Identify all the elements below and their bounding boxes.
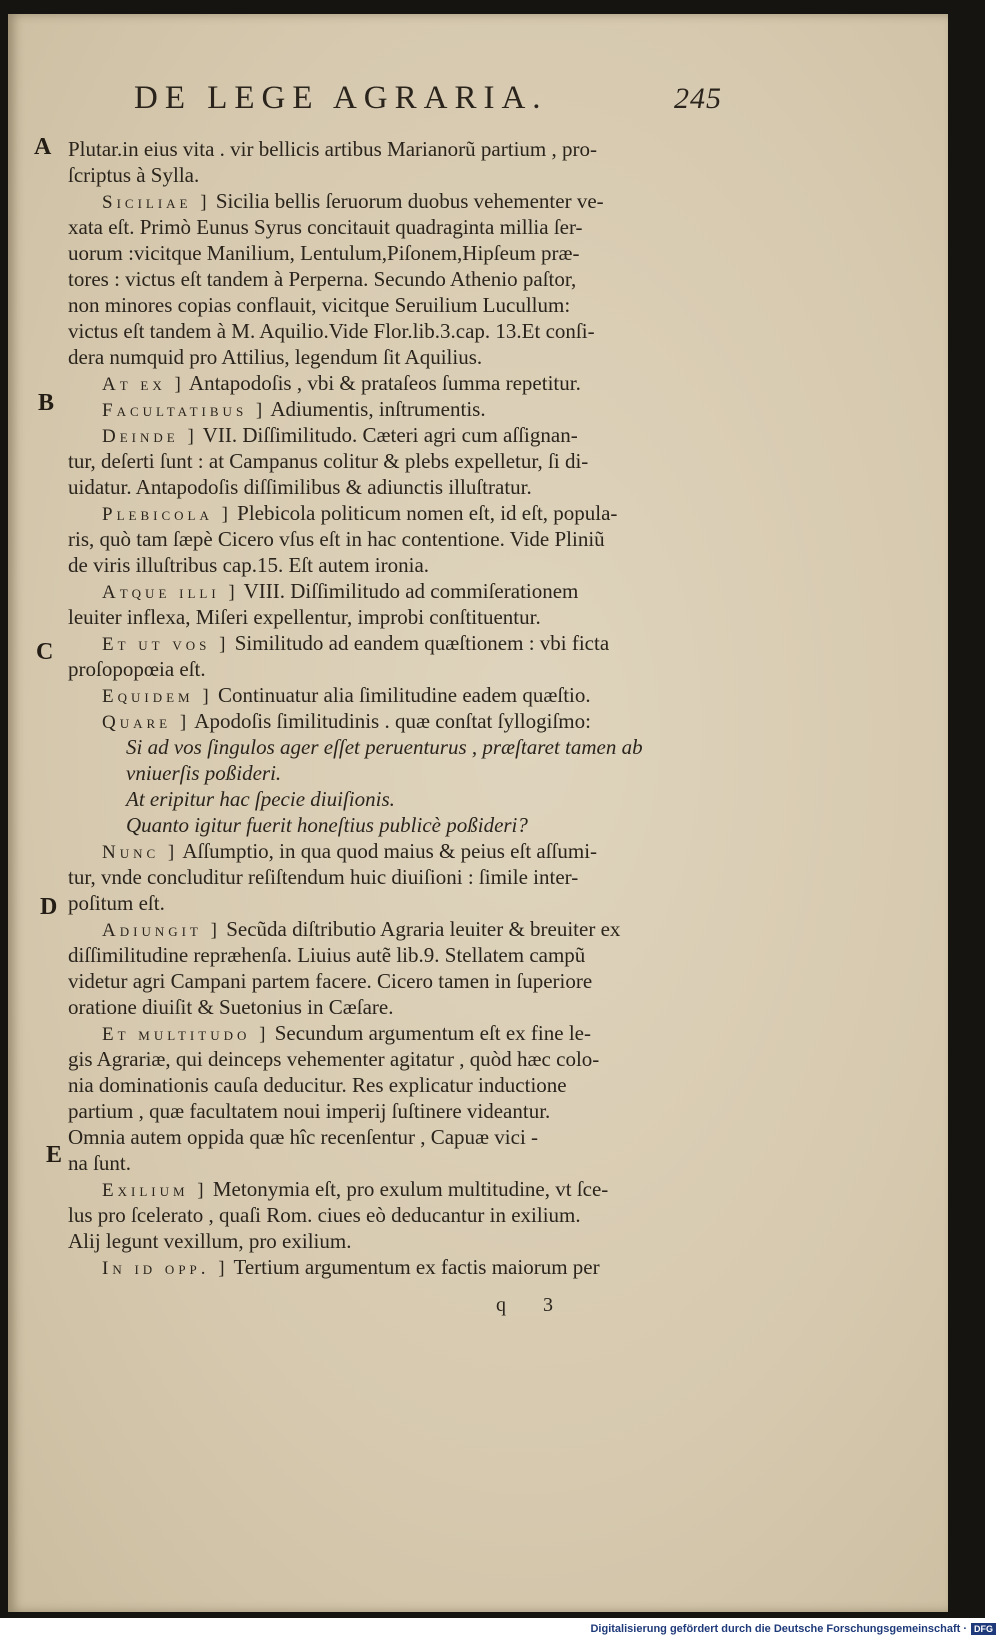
- text-line: partium , quæ facultatem noui imperij ſuſtinere videantur.: [68, 1099, 551, 1123]
- margin-letter-b: B: [38, 390, 55, 416]
- text-line: videtur agri Campani partem facere. Cicero tamen in ſuperiore: [68, 969, 593, 993]
- margin-letter-c: C: [36, 639, 54, 665]
- text-line: Alij legunt vexillum, pro exilium.: [68, 1229, 352, 1253]
- text-line: Plutar.in eius vita . vir bellicis artibus Marianorũ partium , pro-: [68, 137, 597, 161]
- syllogism-line: Si ad vos ſingulos ager eſſet peruenturus , præſtaret tamen ab: [126, 735, 643, 759]
- text-line: leuiter inflexa, Miſeri expellentur, improbi conſtituentur.: [68, 605, 541, 629]
- text-line: Equidem ] Continuatur alia ſimilitudine eadem quæſtio.: [102, 683, 591, 707]
- text-line: Siciliae ] Sicilia bellis ſeruorum duobus vehementer ve-: [102, 189, 604, 213]
- digitization-notice: [590, 1620, 996, 1638]
- syllogism-line: At eripitur hac ſpecie diuiſionis.: [126, 787, 395, 811]
- text-line: Quare ] Apodoſis ſimilitudinis . quæ conſtat ſyllogiſmo:: [102, 709, 591, 733]
- text-line: uorum :vicitque Manilium, Lentulum,Piſonem,Hipſeum præ-: [68, 241, 580, 265]
- text-line: poſitum eſt.: [68, 891, 165, 915]
- lemma: Plebicola ]: [102, 504, 232, 525]
- lemma: In id opp. ]: [102, 1258, 229, 1279]
- syllogism-line: vniuerſis poßideri.: [126, 761, 282, 785]
- text-line: de viris illuſtribus cap.15. Eſt autem ironia.: [68, 553, 430, 577]
- margin-letter-e: E: [46, 1142, 63, 1168]
- text-line: dera numquid pro Attilius, legendum ſit Aquilius.: [68, 345, 483, 369]
- text-line: At ex ] Antapodoſis , vbi & prataſeos ſumma repetitur.: [102, 371, 581, 395]
- text-line: xata eſt. Primò Eunus Syrus concitauit quadraginta millia ſer-: [68, 215, 583, 239]
- lemma: Equidem ]: [102, 686, 213, 707]
- lemma: Quare ]: [102, 712, 191, 733]
- lemma: Deinde ]: [102, 426, 198, 447]
- text-line: non minores copias conflauit, vicitque Seruilium Lucullum:: [68, 293, 571, 317]
- text-line: Et multitudo ] Secundum argumentum eſt ex fine le-: [102, 1021, 591, 1045]
- lemma: Et ut vos ]: [102, 634, 230, 655]
- commentary-text: [68, 136, 738, 1280]
- lemma: At ex ]: [102, 374, 185, 395]
- running-header: [134, 80, 734, 130]
- text-line: Deinde ] VII. Diſſimilitudo. Cæteri agri cum aſſignan-: [102, 423, 578, 447]
- text-line: ris, quò tam ſæpè Cicero vſus eſt in hac contentione. Vide Pliniũ: [68, 527, 605, 551]
- text-line: lus pro ſcelerato , quaſi Rom. ciues eò deducantur in exilium.: [68, 1203, 581, 1227]
- text-line: victus eſt tandem à M. Aquilio.Vide Flor.lib.3.cap. 13.Et conſi-: [68, 319, 595, 343]
- lemma: Nunc ]: [102, 842, 179, 863]
- text-line: tur, vnde concluditur reſiſtendum huic diuiſioni : ſimile inter-: [68, 865, 579, 889]
- text-line: tur, deſerti ſunt : at Campanus colitur & plebs expelletur, ſi di-: [68, 449, 589, 473]
- lemma: Exilium ]: [102, 1180, 208, 1201]
- text-line: uidatur. Antapodoſis diſſimilibus & adiunctis illuſtratur.: [68, 475, 532, 499]
- digitization-notice-text: Digitalisierung gefördert durch die Deutsche Forschungsgemeinschaft ·: [590, 1623, 967, 1635]
- text-line: oratione diuiſit & Suetonius in Cæſare.: [68, 995, 394, 1019]
- text-line: Nunc ] Aſſumptio, in qua quod maius & peius eſt aſſumi-: [102, 839, 598, 863]
- lemma: Facultatibus ]: [102, 400, 267, 421]
- text-line: diſſimilitudine repræhenſa. Liuius autẽ lib.9. Stellatem campũ: [68, 943, 586, 967]
- text-line: nia dominationis cauſa deducitur. Res explicatur inductione: [68, 1073, 567, 1097]
- text-line: na ſunt.: [68, 1151, 131, 1175]
- lemma: Adiungit ]: [102, 920, 221, 941]
- lemma: Atque illi ]: [102, 582, 239, 603]
- text-line: Plebicola ] Plebicola politicum nomen eſt, id eſt, popula-: [102, 501, 618, 525]
- page-number: 245: [674, 82, 722, 115]
- text-line: Adiungit ] Secũda diſtributio Agraria leuiter & breuiter ex: [102, 917, 621, 941]
- text-line: In id opp. ] Tertium argumentum ex factis maiorum per: [102, 1255, 600, 1279]
- lemma: Et multitudo ]: [102, 1024, 270, 1045]
- text-line: proſopopœia eſt.: [68, 657, 206, 681]
- text-line: gis Agrariæ, qui deinceps vehementer agitatur , quòd hæc colo-: [68, 1047, 600, 1071]
- dfg-logo: DFG: [971, 1623, 996, 1635]
- margin-letter-a: A: [34, 134, 52, 160]
- signature-mark: q 3: [496, 1294, 569, 1316]
- text-line: Atque illi ] VIII. Diſſimilitudo ad commiſerationem: [102, 579, 579, 603]
- book-page: [8, 14, 948, 1612]
- text-line: Exilium ] Metonymia eſt, pro exulum multitudine, vt ſce-: [102, 1177, 609, 1201]
- margin-letter-d: D: [40, 894, 58, 920]
- lemma: Siciliae ]: [102, 192, 211, 213]
- syllogism-line: Quanto igitur fuerit honeſtius publicè poßideri?: [126, 813, 528, 837]
- text-line: ſcriptus à Sylla.: [68, 163, 200, 187]
- text-line: Et ut vos ] Similitudo ad eandem quæſtionem : vbi ficta: [102, 631, 610, 655]
- page-title: DE LEGE AGRARIA.: [134, 80, 548, 116]
- text-line: Facultatibus ] Adiumentis, inſtrumentis.: [102, 397, 486, 421]
- text-line: Omnia autem oppida quæ hîc recenſentur , Capuæ vici -: [68, 1125, 539, 1149]
- text-line: tores : victus eſt tandem à Perperna. Secundo Athenio paſtor,: [68, 267, 577, 291]
